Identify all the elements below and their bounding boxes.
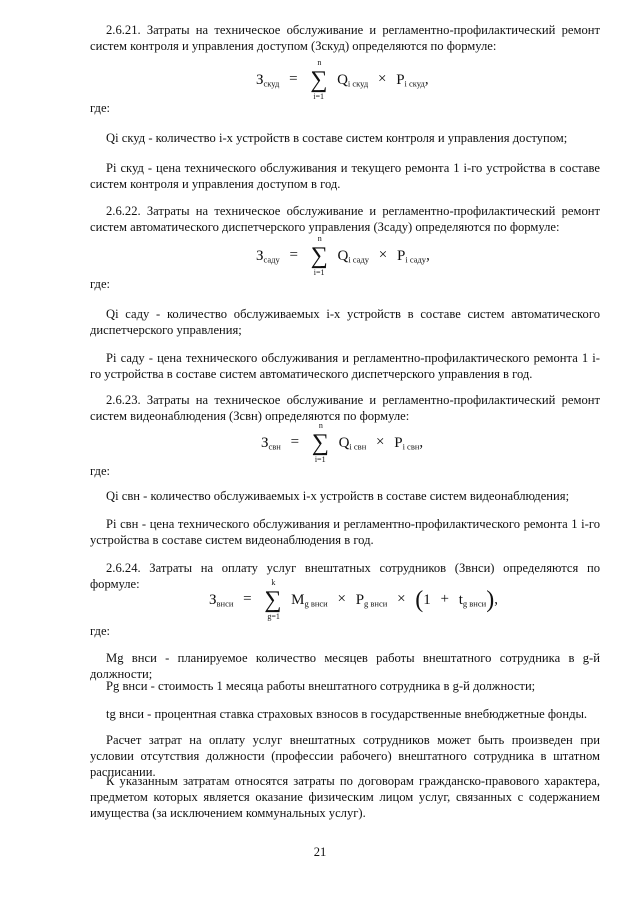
sum-upper-limit: n [317, 234, 322, 243]
formula-end: , [419, 434, 424, 451]
formula-lhs-sub: скуд [263, 78, 280, 89]
formula-end: , [424, 71, 429, 88]
formula-equals: = [289, 247, 298, 264]
sum-upper-limit: n [318, 421, 323, 430]
formula-times-2: × [397, 591, 406, 608]
sum-symbol [263, 580, 285, 620]
formula-p-sub: i свн [402, 441, 420, 452]
calculation-condition: Расчет затрат на оплату услуг внештатных сотрудников может быть произведен при условии отсутствия должности (профессии рабочего) внештатного сотрудника в штатном расписании. [90, 733, 600, 779]
formula-end: , [494, 591, 498, 608]
formula-p: P [397, 248, 406, 264]
section-2-6-21-intro: 2.6.21. Затраты на техническое обслуживание и регламентно-профилактический ремонт систем контроля и управления доступом (Зскуд) определяются по формуле: [90, 23, 600, 53]
formula-q-sub: i свн [349, 441, 367, 452]
formula-zskud [256, 60, 429, 100]
sum-lower-limit: i=1 [314, 455, 326, 464]
sigma-icon: ∑ [310, 67, 328, 93]
formula-p-sub: i саду [405, 254, 427, 265]
formula-equals: = [289, 71, 298, 88]
formula-lhs: З [256, 248, 264, 264]
formula-q: Q [338, 435, 350, 451]
definition-p-svn: Pi свн - цена технического обслуживания и регламентно-профилактического ремонта 1 i-го устройства в составе систем видеонаблюдения в год. [90, 517, 600, 547]
sum-upper-limit: n [317, 58, 322, 67]
formula-end: , [426, 247, 430, 264]
sum-lower-limit: g=1 [267, 612, 280, 621]
sum-lower-limit: i=1 [313, 92, 325, 101]
formula-p: P [394, 435, 403, 451]
formula-q-sub: i скуд [347, 78, 369, 89]
formula-left-paren: ( [415, 587, 424, 613]
formula-times: × [337, 591, 346, 608]
sigma-icon: ∑ [311, 430, 329, 456]
section-2-6-24-intro: 2.6.24. Затраты на оплату услуг внештатных сотрудников (Звнси) определяются по формуле: [90, 561, 600, 591]
where-label: где: [90, 101, 111, 115]
formula-times: × [376, 434, 385, 451]
formula-p: P [396, 72, 405, 88]
definition-q-skud: Qi скуд - количество i-х устройств в составе систем контроля и управления доступом; [106, 131, 568, 145]
formula-plus: + [440, 591, 449, 608]
where-label: где: [90, 464, 111, 478]
formula-m: M [291, 592, 305, 608]
formula-t-sub: g внси [462, 598, 487, 609]
formula-q: Q [337, 248, 349, 264]
formula-lhs: З [256, 72, 264, 88]
sigma-icon: ∑ [310, 243, 328, 269]
formula-p-sub: g внси [364, 598, 388, 609]
formula-right-paren: ) [486, 587, 495, 613]
formula-lhs-sub: свн [268, 441, 281, 452]
formula-t: t [458, 592, 463, 608]
sum-lower-limit: i=1 [313, 268, 325, 277]
formula-p-sub: i скуд [404, 78, 425, 89]
formula-p: P [355, 592, 365, 608]
formula-q: Q [337, 72, 348, 88]
formula-lhs-sub: внси [216, 598, 234, 609]
sum-symbol [311, 423, 333, 463]
formula-times: × [378, 247, 388, 264]
formula-zvnsi [209, 580, 498, 620]
formula-equals: = [290, 434, 300, 451]
sum-upper-limit: k [271, 578, 276, 587]
definition-m-vnsi: Mg внси - планируемое количество месяцев работы внештатного сотрудника в g-й должности; [90, 651, 600, 681]
formula-m-sub: g внси [304, 598, 328, 609]
formula-q-sub: i саду [348, 254, 370, 265]
sum-symbol [310, 236, 332, 276]
sigma-icon: ∑ [264, 587, 282, 613]
sum-symbol [309, 60, 331, 100]
where-label: где: [90, 624, 111, 638]
formula-zsvn [261, 423, 423, 463]
definition-t-vnsi: tg внси - процентная ставка страховых взносов в государственные внебюджетные фонды. [106, 707, 588, 721]
section-2-6-23-intro: 2.6.23. Затраты на техническое обслуживание и регламентно-профилактический ремонт систем видеонаблюдения (Зсвн) определяются по формуле: [90, 393, 600, 423]
formula-times: × [377, 71, 387, 88]
definition-p-sadu: Pi саду - цена технического обслуживания и регламентно-профилактического ремонта 1 i-го устройства в составе систем автоматического диспетчерского управления в год. [90, 351, 600, 381]
definition-p-skud: Pi скуд - цена технического обслуживания и текущего ремонта 1 i-го устройства в составе систем контроля и управления доступом в год. [90, 161, 600, 191]
definition-q-svn: Qi свн - количество обслуживаемых i-х устройств в составе систем видеонаблюдения; [106, 489, 570, 503]
formula-lhs: З [209, 592, 217, 608]
formula-one: 1 [423, 592, 431, 608]
related-expenses: К указанным затратам относятся затраты по договорам гражданско-правового характера, предметом которых является оказание физическим лицом услуг, связанных с содержанием имущества (за исключением коммунальных услуг). [90, 774, 600, 820]
definition-q-sadu: Qi саду - количество обслуживаемых i-х устройств в составе систем автоматического диспетчерского управления; [90, 307, 600, 337]
formula-lhs-sub: саду [263, 254, 280, 265]
page-number: 21 [313, 845, 327, 859]
formula-equals: = [243, 591, 252, 608]
section-2-6-22-intro: 2.6.22. Затраты на техническое обслуживание и регламентно-профилактический ремонт систем автоматического диспетчерского управления (Зсаду) определяются по формуле: [90, 204, 600, 234]
formula-zsadu [256, 236, 430, 276]
formula-lhs: З [261, 435, 269, 451]
where-label: где: [90, 277, 111, 291]
definition-p-vnsi: Pg внси - стоимость 1 месяца работы внештатного сотрудника в g-й должности; [106, 679, 536, 693]
